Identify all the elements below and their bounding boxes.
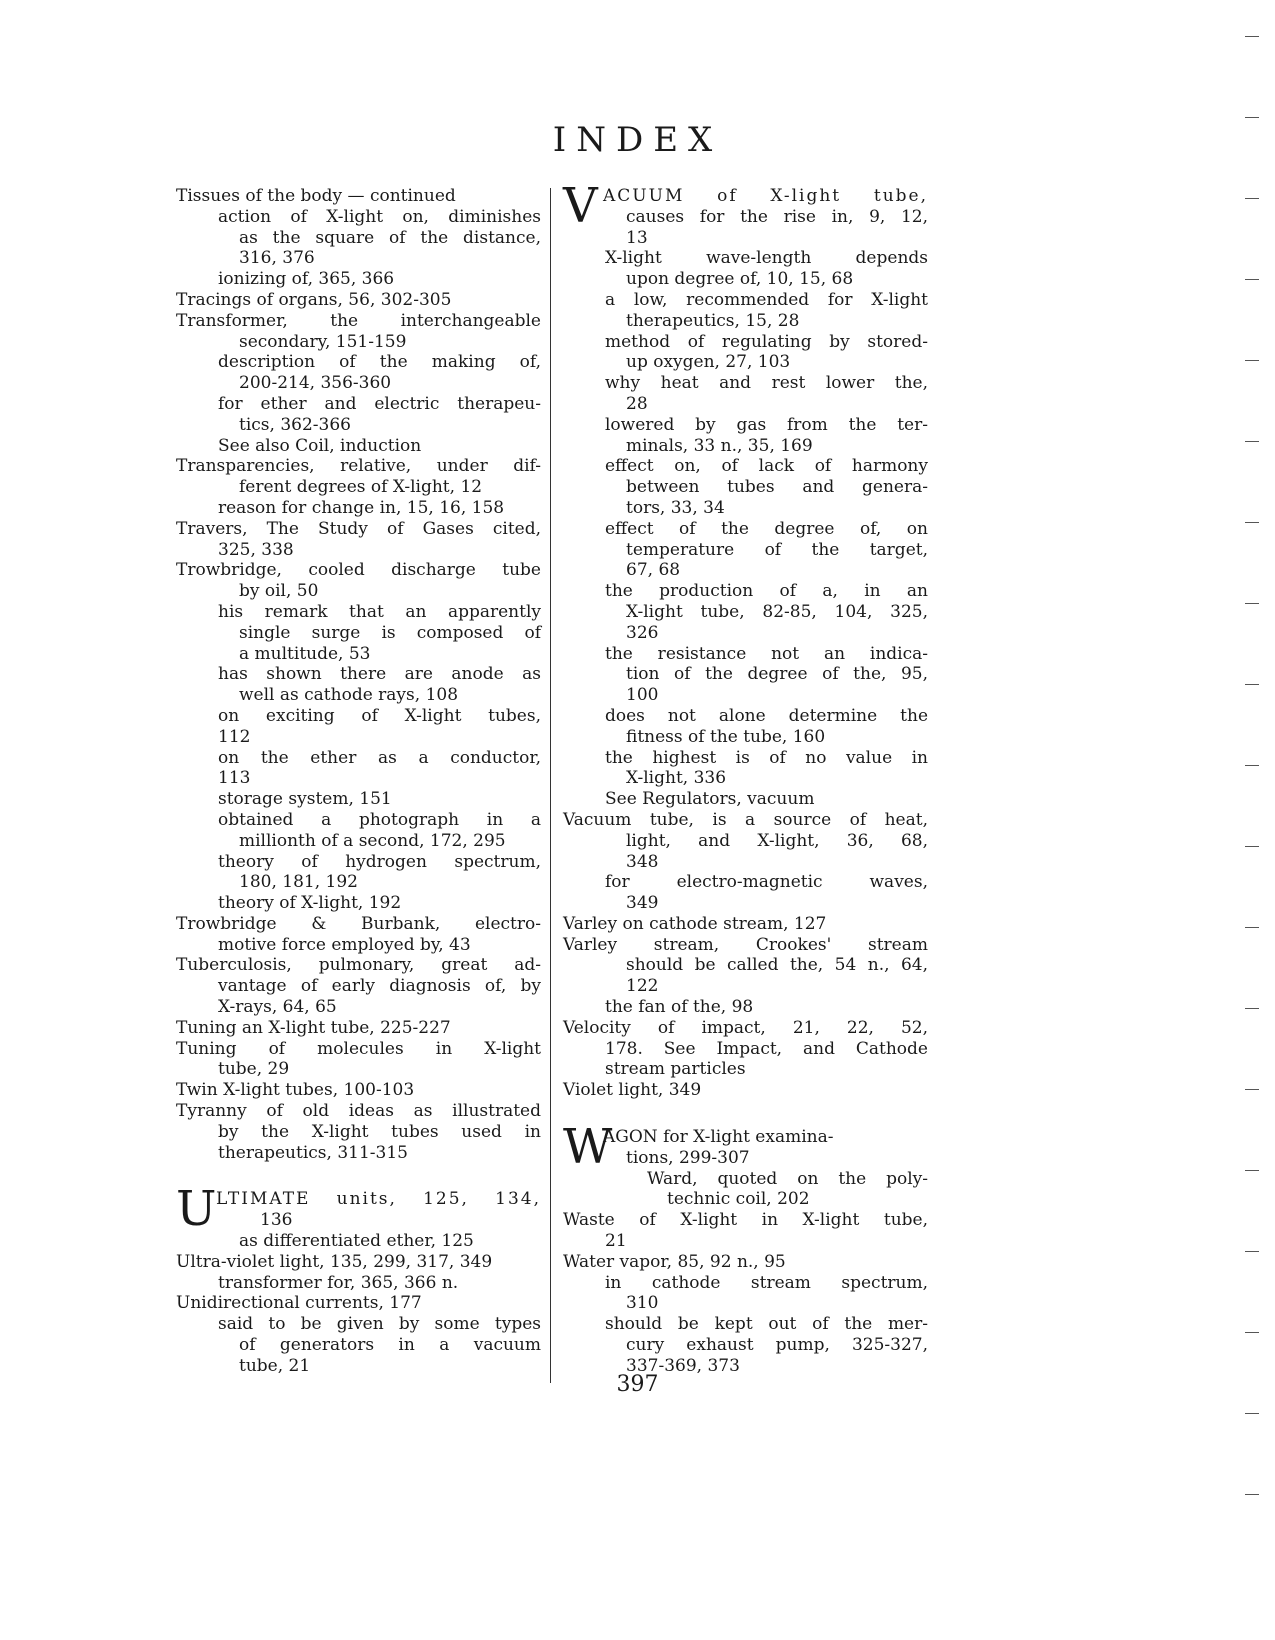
index-entry-line: well as cathode rays, 108: [239, 685, 459, 706]
index-entry-line: Tissues of the body — continued: [176, 186, 456, 206]
index-entry-line: X-light, 336: [626, 768, 727, 789]
edge-tick: [1245, 1332, 1259, 1333]
edge-tick: [1245, 765, 1259, 766]
index-entry-line: for ether and electric therapeu-: [218, 393, 541, 414]
index-entry-line: the highest is of no value in: [605, 747, 928, 768]
index-entry-line: Ward, quoted on the poly-: [647, 1168, 928, 1189]
index-entry-line: ionizing of, 365, 366: [218, 269, 395, 290]
drop-cap-v: V: [563, 178, 598, 234]
index-entry-line: effect of the degree of, on: [605, 518, 928, 539]
section-w-head: AGON for X-light examina-: [603, 1127, 834, 1148]
index-entry-line: X-light tube, 82-85, 104, 325,: [626, 601, 928, 622]
index-entry-line: Violet light, 349: [563, 1080, 702, 1101]
index-entry-line: on the ether as a conductor,: [218, 747, 541, 768]
index-entry-line: obtained a photograph in a: [218, 809, 541, 830]
index-entry-line: Vacuum tube, is a source of heat,: [563, 809, 928, 830]
index-entry-line: Trowbridge, cooled discharge tube: [176, 560, 541, 581]
index-entry-line: ferent degrees of X-light, 12: [239, 477, 483, 498]
index-entry-line: effect on, of lack of harmony: [605, 456, 928, 477]
index-entry-line: Transparencies, relative, under dif-: [176, 456, 541, 477]
index-entry-line: 180, 181, 192: [239, 872, 358, 893]
index-entry-line: 67, 68: [626, 560, 681, 581]
edge-tick: [1245, 117, 1259, 118]
section-v: [563, 178, 928, 1101]
index-entry-line: Varley stream, Crookes' stream: [563, 934, 928, 955]
index-entry-line: motive force employed by, 43: [218, 934, 471, 955]
section-v-head: ACUUM of X-light tube,: [603, 186, 928, 206]
index-entry-line: Water vapor, 85, 92 n., 95: [563, 1251, 786, 1272]
index-entry-line: 348: [626, 851, 659, 872]
edge-tick: [1245, 927, 1259, 928]
index-entry-line: for electro-magnetic waves,: [605, 872, 928, 893]
index-entry-line: light, and X-light, 36, 68,: [626, 830, 928, 851]
index-entry-line: minals, 33 n., 35, 169: [626, 435, 813, 456]
index-entry-line: stream particles: [605, 1059, 746, 1080]
index-entry-line: See Regulators, vacuum: [605, 789, 815, 810]
edge-tick: [1245, 1494, 1259, 1495]
left-entries: [176, 186, 541, 1163]
index-entry-line: 310: [626, 1293, 659, 1314]
edge-tick: [1245, 441, 1259, 442]
index-entry-line: 136: [260, 1210, 293, 1231]
edge-tick: [1245, 1008, 1259, 1009]
index-entry-line: has shown there are anode as: [218, 664, 541, 685]
index-entry-line: fitness of the tube, 160: [626, 726, 826, 747]
index-entry-line: in cathode stream spectrum,: [605, 1272, 928, 1293]
index-entry-line: Ultra-violet light, 135, 299, 317, 349: [176, 1251, 493, 1272]
index-entry-line: therapeutics, 15, 28: [626, 310, 800, 331]
index-entry-line: tube, 29: [218, 1059, 290, 1080]
index-entry-line: the resistance not an indica-: [605, 643, 928, 664]
edge-tick: [1245, 522, 1259, 523]
index-entry-line: Velocity of impact, 21, 22, 52,: [563, 1017, 928, 1038]
index-entry-line: between tubes and genera-: [626, 477, 928, 498]
index-entry-line: 112: [218, 726, 251, 747]
index-entry-line: does not alone determine the: [605, 705, 928, 726]
index-entry-line: 28: [626, 393, 648, 414]
index-entry-line: 349: [626, 893, 659, 914]
index-entry-line: as the square of the distance,: [239, 227, 541, 248]
index-entry-line: technic coil, 202: [667, 1189, 810, 1210]
index-entry-line: tors, 33, 34: [626, 497, 725, 518]
index-entry-line: the fan of the, 98: [605, 997, 754, 1018]
section-w: [563, 1119, 928, 1377]
index-entry-line: on exciting of X-light tubes,: [218, 705, 541, 726]
index-entry-line: single surge is composed of: [239, 622, 541, 643]
index-entry-line: storage system, 151: [218, 789, 392, 810]
edge-tick: [1245, 360, 1259, 361]
left-column: [176, 186, 541, 1377]
index-entry-line: tics, 362-366: [239, 414, 351, 435]
edge-tick: [1245, 279, 1259, 280]
drop-cap-w: W: [563, 1119, 613, 1176]
index-entry-line: 21: [605, 1231, 627, 1252]
index-entry-line: Transformer, the interchangeable: [176, 310, 541, 331]
index-entry-line: Unidirectional currents, 177: [176, 1293, 422, 1314]
index-entry-line: his remark that an apparently: [218, 601, 541, 622]
index-entry-line: Tracings of organs, 56, 302-305: [176, 289, 452, 310]
index-entry-line: 122: [626, 976, 659, 997]
index-entry-line: upon degree of, 10, 15, 68: [626, 269, 854, 290]
edge-tick: [1245, 846, 1259, 847]
index-entry-line: description of the making of,: [218, 352, 541, 373]
section-w-head-2: tions, 299-307: [626, 1147, 750, 1168]
edge-tick: [1245, 1170, 1259, 1171]
index-entry-line: 316, 376: [239, 248, 315, 269]
edge-tick: [1245, 1251, 1259, 1252]
index-entry-line: Travers, The Study of Gases cited,: [176, 518, 541, 539]
index-entry-line: 100: [626, 685, 659, 706]
index-entry-line: 325, 338: [218, 539, 294, 560]
page-number: 397: [616, 1372, 659, 1397]
page-title: INDEX: [552, 120, 723, 160]
edge-tick: [1245, 1413, 1259, 1414]
index-entry-line: millionth of a second, 172, 295: [239, 830, 506, 851]
index-entry-line: up oxygen, 27, 103: [626, 352, 791, 373]
edge-tick: [1245, 603, 1259, 604]
index-entry-line: method of regulating by stored-: [605, 331, 928, 352]
index-entry-line: Tuning of molecules in X-light: [176, 1038, 541, 1059]
index-entry-line: as differentiated ether, 125: [239, 1231, 474, 1252]
index-entry-line: should be called the, 54 n., 64,: [626, 955, 928, 976]
section-u: [176, 1181, 541, 1376]
index-entry-line: a low, recommended for X-light: [605, 289, 928, 310]
section-v-head-2: causes for the rise in, 9, 12,: [626, 206, 928, 227]
right-column: [563, 178, 928, 1377]
index-entry-line: therapeutics, 311-315: [218, 1142, 408, 1163]
index-entry-line: lowered by gas from the ter-: [605, 414, 928, 435]
edge-tick: [1245, 684, 1259, 685]
index-entry-line: said to be given by some types: [218, 1314, 541, 1335]
index-entry-line: by oil, 50: [239, 581, 319, 602]
section-u-head: LTIMATE units, 125, 134,: [216, 1189, 541, 1210]
index-entry-line: cury exhaust pump, 325-327,: [626, 1335, 928, 1356]
index-entry-line: Varley on cathode stream, 127: [563, 913, 827, 934]
edge-tick: [1245, 36, 1259, 37]
index-entry-line: reason for change in, 15, 16, 158: [218, 497, 505, 518]
index-entry-line: Tyranny of old ideas as illustrated: [176, 1101, 541, 1122]
index-entry-line: should be kept out of the mer-: [605, 1314, 928, 1335]
index-entry-line: Waste of X-light in X-light tube,: [563, 1210, 928, 1231]
index-entry-line: 337-369, 373: [626, 1355, 740, 1376]
index-entry-line: transformer for, 365, 366 n.: [218, 1272, 459, 1293]
index-entry-line: 113: [218, 768, 251, 789]
index-entry-line: action of X-light on, diminishes: [218, 206, 541, 227]
index-entry-line: X-light wave-length depends: [605, 248, 928, 269]
index-entry-line: a multitude, 53: [239, 643, 371, 664]
edge-tick: [1245, 1089, 1259, 1090]
index-entry-line: 13: [626, 227, 648, 248]
column-divider: [550, 188, 551, 1383]
index-entry-line: Tuning an X-light tube, 225-227: [176, 1017, 451, 1038]
edge-tick: [1245, 198, 1259, 199]
index-entry-line: secondary, 151-159: [239, 331, 407, 352]
index-entry-line: Tuberculosis, pulmonary, great ad-: [176, 955, 541, 976]
index-entry-line: theory of X-light, 192: [218, 893, 402, 914]
index-entry-line: of generators in a vacuum: [239, 1335, 541, 1356]
index-entry-line: temperature of the target,: [626, 539, 928, 560]
index-entry-line: Twin X-light tubes, 100-103: [176, 1080, 415, 1101]
index-entry-line: 200-214, 356-360: [239, 373, 392, 394]
index-entry-line: See also Coil, induction: [218, 435, 422, 456]
index-entry-line: vantage of early diagnosis of, by: [218, 976, 541, 997]
index-entry-line: the production of a, in an: [605, 581, 928, 602]
index-entry-line: 178. See Impact, and Cathode: [605, 1038, 928, 1059]
index-entry-line: why heat and rest lower the,: [605, 373, 928, 394]
index-entry-line: Trowbridge & Burbank, electro-: [176, 913, 541, 934]
drop-cap-u: U: [176, 1181, 217, 1238]
index-entry-line: 326: [626, 622, 659, 643]
index-entry-line: tion of the degree of the, 95,: [626, 664, 928, 685]
index-entry-line: X-rays, 64, 65: [218, 997, 337, 1018]
index-entry-line: by the X-light tubes used in: [218, 1121, 541, 1142]
index-entry-line: theory of hydrogen spectrum,: [218, 851, 541, 872]
index-entry-line: tube, 21: [239, 1355, 311, 1376]
